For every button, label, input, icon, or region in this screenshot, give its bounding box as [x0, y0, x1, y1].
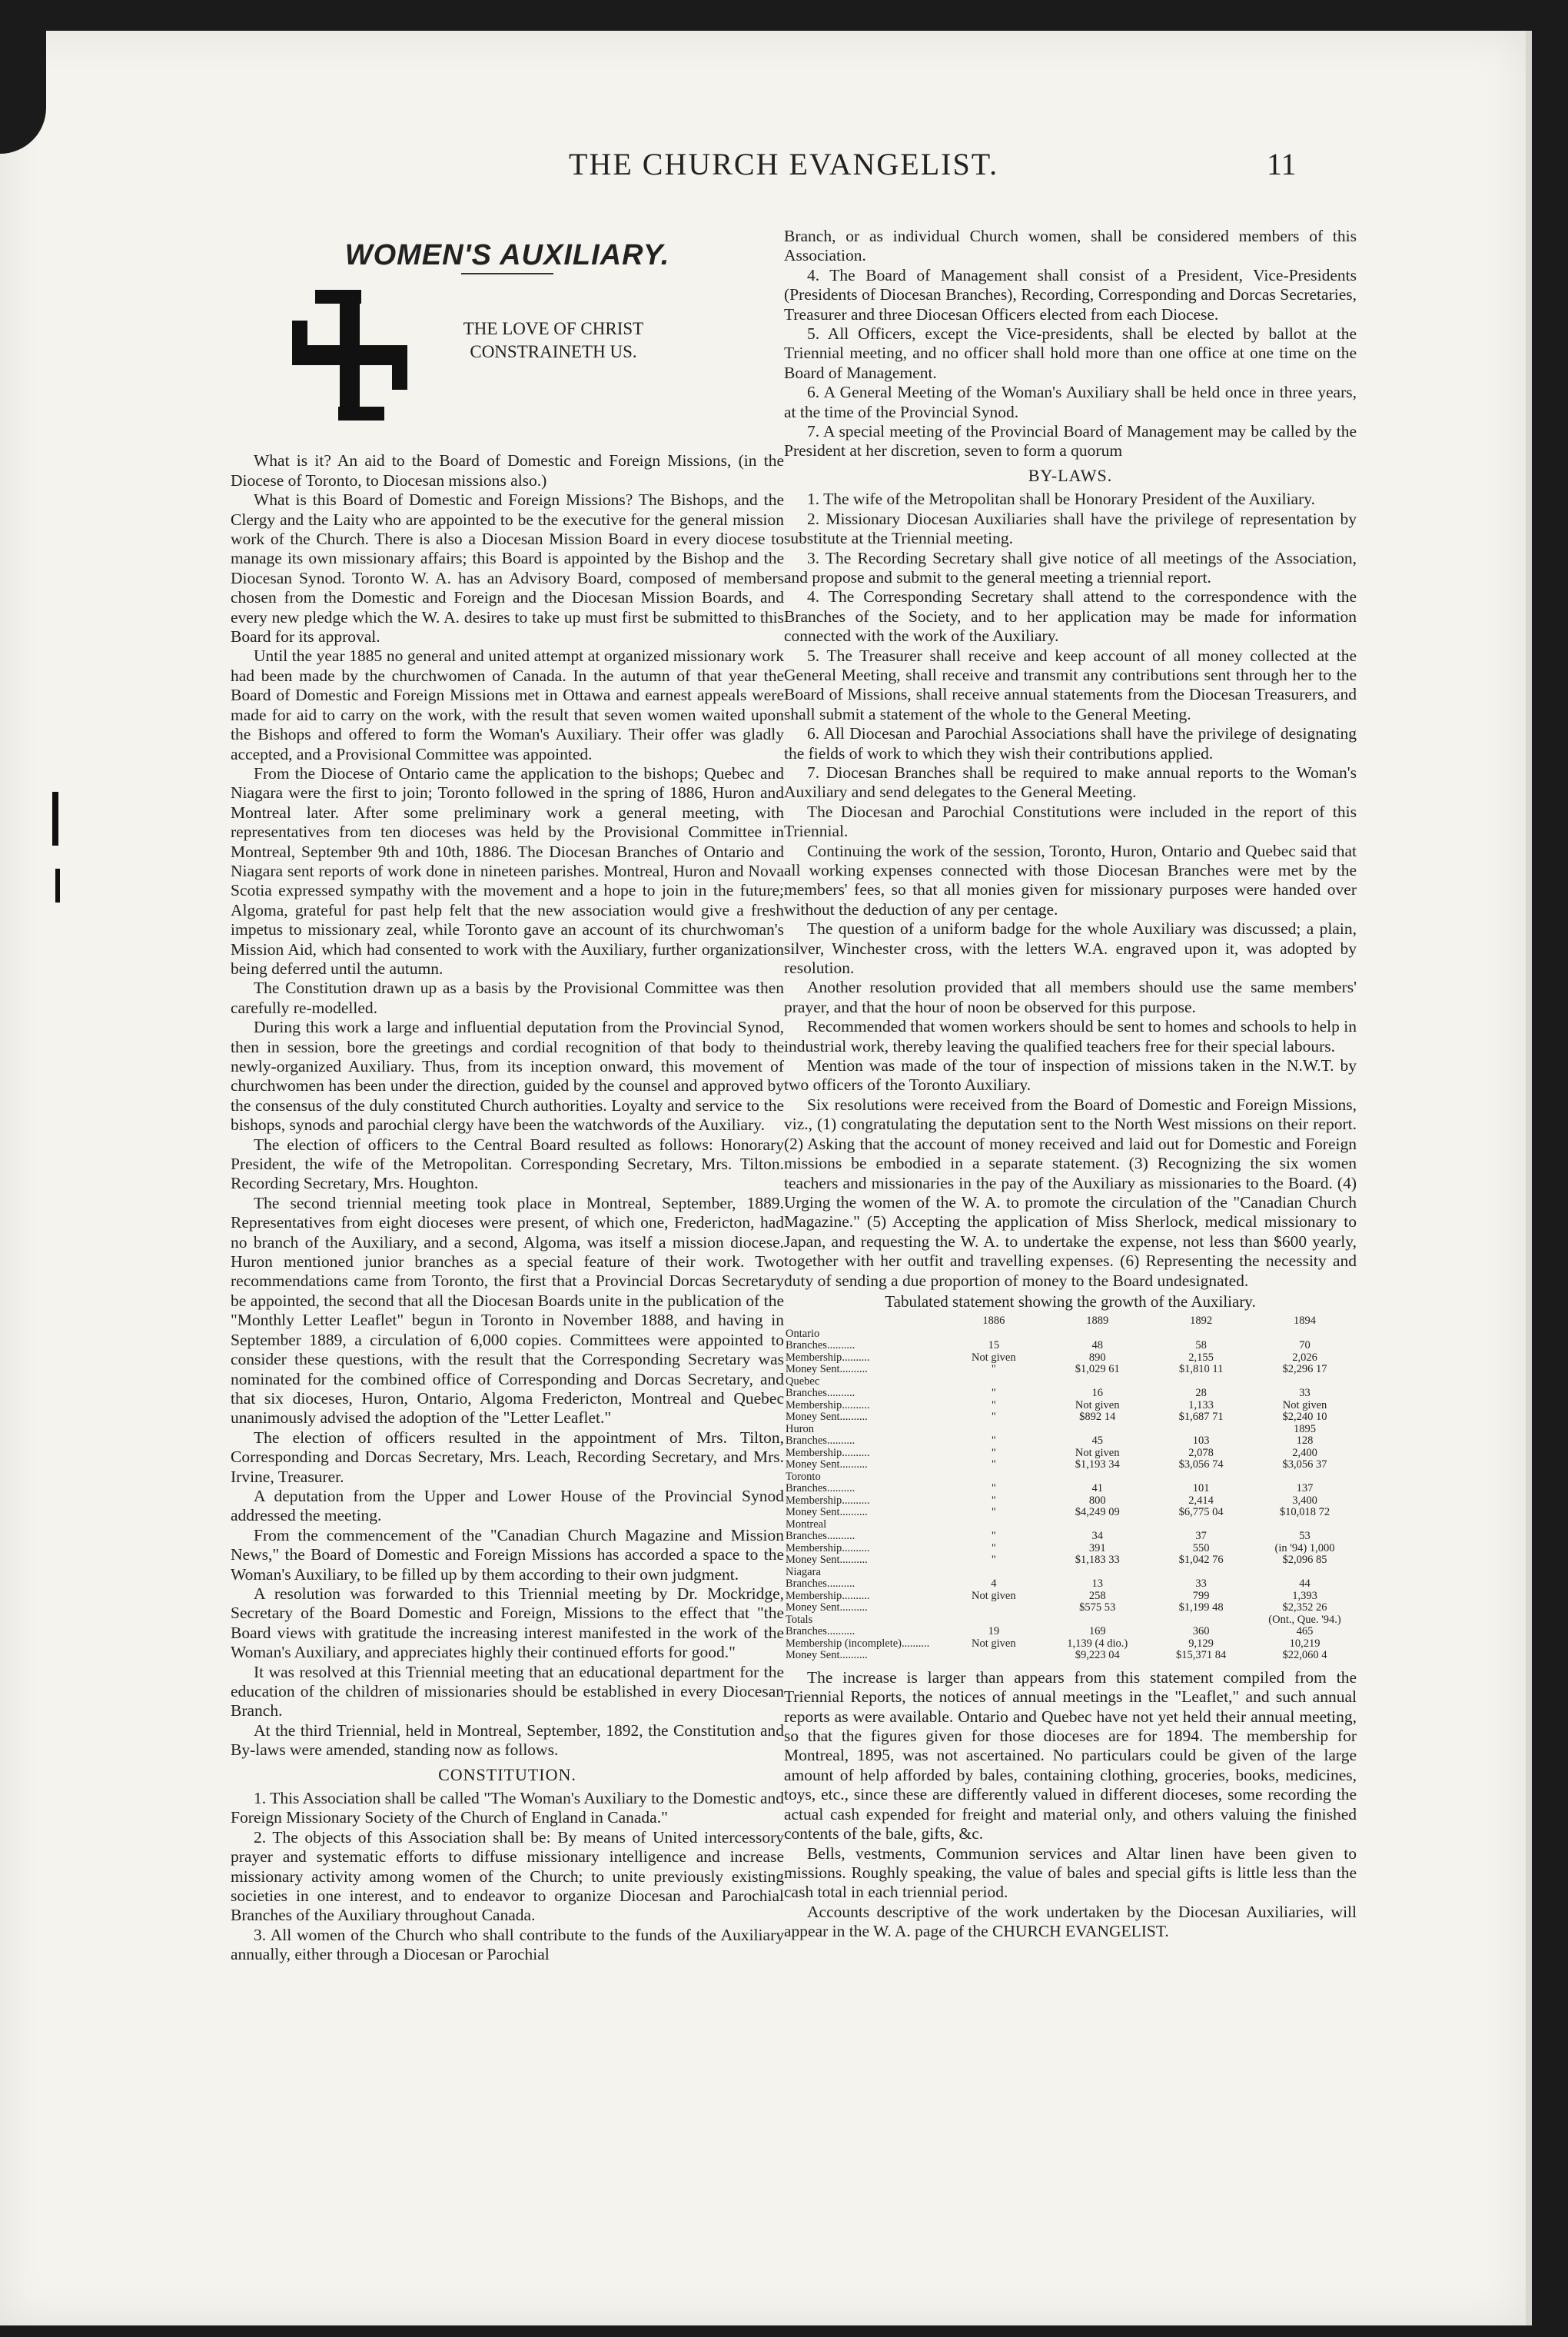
- motto-line: THE LOVE OF CHRIST: [463, 319, 644, 339]
- paragraph: A deputation from the Upper and Lower House of the Provincial Synod addressed the meeting.: [231, 1486, 784, 1525]
- growth-table: [784, 1315, 1357, 1662]
- table-cell: 2,414: [1188, 1494, 1214, 1507]
- table-cell: [942, 1471, 1045, 1484]
- page-number: 11: [1267, 147, 1297, 181]
- table-row: [784, 1626, 1357, 1638]
- table-cell: $1,183 33: [1075, 1554, 1120, 1567]
- table-cell: $10,018 72: [1279, 1506, 1330, 1519]
- row-label: Branches..........: [786, 1434, 855, 1448]
- table-row: [784, 1364, 1357, 1376]
- table-cell: 3,400: [1292, 1494, 1317, 1507]
- row-label: Money Sent..........: [786, 1601, 868, 1614]
- row-label: Money Sent..........: [786, 1649, 868, 1662]
- row-label: Membership..........: [786, 1446, 870, 1459]
- year-header: 1894: [1294, 1315, 1317, 1328]
- page-header: [0, 146, 1526, 192]
- table-group-row: [784, 1376, 1357, 1388]
- year-header: 1892: [1190, 1315, 1213, 1328]
- table-corner-cell: [784, 1315, 942, 1328]
- paragraph: From the Diocese of Ontario came the application to the bishops; Quebec and Niagara were the first to join; Toronto followed in the spring of 1886, Huron and Montreal later. After some preliminary work a general meeting, with representatives from ten dioceses was held by the Provisional Committee in Montreal, September 9th and 10th, 1886. The Diocesan Branches of Ontario and Niagara sent reports of work done in nineteen parishes. Montreal, Huron and Nova Scotia expressed sympathy with the movement and a hope to join in the future; Algoma, grateful for past help felt that the new association would give a fresh impetus to missionary zeal, while Toronto gave an account of its churchwoman's Mission Aid, which had consented to work with the Auxiliary, further organization being deferred until the autumn.: [231, 763, 784, 978]
- bylaw: 6. All Diocesan and Parochial Associations shall have the privilege of designating the fields of work to which they wish their contributions applied.: [784, 724, 1357, 763]
- row-label: Membership..........: [786, 1541, 870, 1554]
- row-label: Membership..........: [786, 1589, 870, 1602]
- table-cell: 360: [1192, 1625, 1210, 1638]
- table-cell: 13: [1091, 1577, 1103, 1591]
- table-header-row: [784, 1315, 1357, 1328]
- paragraph: At the third Triennial, held in Montreal, September, 1892, the Constitution and By-laws were amended, standing now as follows.: [231, 1720, 784, 1760]
- bylaw: 2. Missionary Diocesan Auxiliaries shall have the privilege of representation by substitute at the Triennial meeting.: [784, 509, 1357, 548]
- table-cell: ": [991, 1494, 996, 1507]
- table-cell: ": [991, 1541, 996, 1554]
- table-cell: $1,042 76: [1178, 1554, 1224, 1567]
- article: 6. A General Meeting of the Woman's Auxiliary shall be held once in three years, at the time of the Provincial Synod.: [784, 383, 1357, 421]
- row-label: Branches..........: [786, 1482, 855, 1495]
- paragraph: The increase is larger than appears from this statement compiled from the Triennial Reports, the notices of annual meetings in the "Leaflet," and such annual reports as were available. Ontario and Quebec have not yet held their annual meeting, so that the figures given for those dioceses are for 1894. The membership for Montreal, 1895, was not ascertained. No particulars could be given of the large amount of help afforded by bales, containing clothing, groceries, books, medicines, toys, etc., since these are differently valued in different dioceses, some recording the actual cash expended for freight and material only, and others valuing the finished contents of the bale, gifts, &c.: [784, 1667, 1357, 1843]
- motto: [430, 317, 676, 364]
- table-cell: $2,240 10: [1282, 1411, 1327, 1424]
- table-cell: 15: [988, 1339, 1000, 1352]
- table-cell: $575 53: [1079, 1601, 1116, 1614]
- table-cell: [1045, 1424, 1149, 1436]
- table-cell: 28: [1195, 1387, 1207, 1400]
- page-title: THE CHURCH EVANGELIST.: [569, 147, 999, 181]
- row-label: Branches..........: [786, 1339, 855, 1352]
- table-cell: $1,029 61: [1075, 1363, 1120, 1376]
- table-row: [784, 1459, 1357, 1471]
- table-cell: [1149, 1471, 1253, 1484]
- table-row: [784, 1543, 1357, 1555]
- table-row: [784, 1591, 1357, 1603]
- paragraph: The election of officers to the Central Board resulted as follows: Honorary President, the wife of the Metropolitan. Corresponding Secretary, Mrs. Tilton. Recording Secretary, Mrs. Houghton.: [231, 1135, 784, 1193]
- table-cell: [1045, 1519, 1149, 1531]
- article: 7. A special meeting of the Provincial Board of Management may be called by the President at her discretion, seven to form a quorum: [784, 422, 1357, 460]
- table-group-row: [784, 1424, 1357, 1436]
- table-cell: 19: [988, 1625, 1000, 1638]
- diocese-name: Huron: [786, 1422, 815, 1435]
- table-group-row: [784, 1567, 1357, 1579]
- table-cell: Not given: [1282, 1398, 1327, 1411]
- table-cell: ": [991, 1387, 996, 1400]
- table-cell: 41: [1091, 1482, 1103, 1495]
- table-row: [784, 1435, 1357, 1448]
- bylaw: 1. The wife of the Metropolitan shall be Honorary President of the Auxiliary.: [807, 490, 1315, 509]
- table-cell: 391: [1088, 1541, 1106, 1554]
- table-row: [784, 1411, 1357, 1424]
- motto-line: CONSTRAINETH US.: [470, 342, 637, 362]
- paragraph: The second triennial meeting took place in Montreal, September, 1889. Representatives from eight dioceses were present, of which one, Fredericton, had no branch of the Auxiliary, and a second, Algoma, was itself a mission diocese. Huron mentioned junior branches as a special feature of their work. Two recommendations came from Toronto, the first that a Provincial Dorcas Secretary be appointed, the second that all the Diocesan Boards unite in the publication of the "Monthly Letter Leaflet" begun in Toronto in November 1888, and having in September 1889, a circulation of 6,000 copies. Committees were appointed to consider these questions, with the result that the Corresponding Secretary was nominated for the combined office of Corresponding and Dorcas Secretary, and that six dioceses, Huron, Ontario, Algoma Fredericton, Montreal and Quebec unanimously advised the adoption of the "Letter Leaflet.": [231, 1193, 784, 1428]
- margin-ink-mark: [55, 869, 60, 903]
- table-cell: [1149, 1567, 1253, 1579]
- table-cell: ": [991, 1363, 996, 1376]
- row-label: Money Sent..........: [786, 1506, 868, 1519]
- diocese-name: Toronto: [786, 1470, 821, 1483]
- table-cell: 48: [1091, 1339, 1103, 1352]
- table-cell: [942, 1424, 1045, 1436]
- table-cell: 16: [1091, 1387, 1103, 1400]
- diocese-name: Ontario: [786, 1327, 820, 1340]
- paragraph: Accounts descriptive of the work undertaken by the Diocesan Auxiliaries, will appear in the W. A. page of the CHURCH EVANGELIST.: [784, 1902, 1357, 1941]
- row-label: Membership..........: [786, 1351, 870, 1364]
- table-cell: $2,296 17: [1282, 1363, 1327, 1376]
- maltese-cross-icon: [292, 290, 407, 421]
- table-cell: 37: [1195, 1530, 1207, 1543]
- table-cell: $22,060 4: [1282, 1649, 1327, 1662]
- table-cell: [1149, 1328, 1253, 1341]
- bylaw: 4. The Corresponding Secretary shall attend to the correspondence with the Branches of the Society, and to her application may be made for information connected with the work of the Auxiliary.: [784, 587, 1357, 646]
- left-column: [231, 239, 784, 1965]
- paragraph: The election of officers resulted in the appointment of Mrs. Tilton, Corresponding and Dorcas Secretary, Mrs. Leach, Recording Secretary, and Mrs. Irvine, Treasurer.: [231, 1428, 784, 1486]
- group-note: [1253, 1519, 1357, 1531]
- table-cell: ": [991, 1506, 996, 1519]
- table-cell: 9,129: [1188, 1637, 1214, 1650]
- table-group-row: [784, 1328, 1357, 1341]
- table-cell: [1149, 1424, 1253, 1436]
- table-cell: $4,249 09: [1075, 1506, 1120, 1519]
- table-row: [784, 1483, 1357, 1495]
- table-row: [784, 1650, 1357, 1662]
- table-cell: 2,155: [1188, 1351, 1214, 1364]
- table-group-row: [784, 1519, 1357, 1531]
- table-cell: 2,400: [1292, 1446, 1317, 1459]
- group-note: [1253, 1376, 1357, 1388]
- table-cell: 33: [1195, 1577, 1207, 1591]
- paragraph: Bells, vestments, Communion services and Altar linen have been given to missions. Roughly speaking, the value of bales and special gifts is little less than the cash total in each triennial period.: [784, 1843, 1357, 1902]
- bylaw: 7. Diocesan Branches shall be required to make annual reports to the Woman's Auxiliary and send delegates to the General Meeting.: [784, 763, 1357, 802]
- table-row: [784, 1388, 1357, 1400]
- constitution-heading: CONSTITUTION.: [438, 1764, 576, 1784]
- table-row: [784, 1578, 1357, 1591]
- diocese-name: Montreal: [786, 1518, 827, 1531]
- article: 1. This Association shall be called "The Woman's Auxiliary to the Domestic and Foreign Missionary Society of the Church of England in Canada.": [231, 1789, 784, 1827]
- row-label: Membership..........: [786, 1494, 870, 1507]
- bylaw: 5. The Treasurer shall receive and keep account of all money collected at the General Meeting, shall receive and transmit any contributions sent through her to the Board of Missions, shall receive annual statements from the Diocesan Treasurers, and shall submit a statement of the whole to the General Meeting.: [784, 646, 1357, 723]
- table-title: Tabulated statement showing the growth of the Auxiliary.: [885, 1292, 1256, 1311]
- table-cell: [942, 1650, 1045, 1662]
- table-cell: 44: [1299, 1577, 1311, 1591]
- group-note: 1895: [1294, 1422, 1317, 1435]
- section-title: WOMEN'S AUXILIARY.: [344, 239, 670, 271]
- table-cell: ": [991, 1398, 996, 1411]
- paragraph: Six resolutions were received from the Board of Domestic and Foreign Missions, viz., (1) congratulating the deputation sent to the North West missions on their report. (2) Asking that the account of money received and laid out for Domestic and Foreign missions be embodied in a separate statement. (3) Recognizing the six women teachers and missionaries in the pay of the Auxiliary as missionaries to the Board. (4) Urging the women of the W. A. to promote the circulation of the "Canadian Church Magazine." (5) Accepting the application of Miss Sherlock, medical missionary to Japan, and requesting the W. A. to undertake the expense, not less than $600 yearly, together with her outfit and travelling expenses. (6) Representing the necessity and duty of sending a due proportion of money to the Board undesignated.: [784, 1095, 1357, 1290]
- table-cell: 1,133: [1188, 1398, 1214, 1411]
- table-row: [784, 1531, 1357, 1543]
- table-row: [784, 1340, 1357, 1352]
- table-row: [784, 1400, 1357, 1412]
- title-rule: [461, 273, 553, 274]
- row-label: Membership (incomplete)..........: [786, 1637, 930, 1650]
- group-note: [1253, 1328, 1357, 1341]
- group-note: (Ont., Que. '94.): [1268, 1613, 1341, 1626]
- year-header: 1886: [982, 1315, 1005, 1328]
- paragraph: The Diocesan and Parochial Constitutions were included in the report of this Triennial.: [784, 802, 1357, 841]
- table-cell: [942, 1376, 1045, 1388]
- article: Branch, or as individual Church women, shall be considered members of this Association.: [784, 227, 1357, 265]
- newspaper-page: [0, 31, 1532, 2325]
- table-cell: 258: [1088, 1589, 1106, 1602]
- row-label: Money Sent..........: [786, 1363, 868, 1376]
- table-cell: ": [991, 1458, 996, 1471]
- table-cell: Not given: [972, 1589, 1016, 1602]
- table-cell: [942, 1328, 1045, 1341]
- right-column: [784, 227, 1357, 1942]
- diocese-name: Totals: [786, 1613, 813, 1626]
- paragraph: What is it? An aid to the Board of Domestic and Foreign Missions, (in the Diocese of Toronto, to Diocesan missions also.): [231, 451, 784, 490]
- group-note: [1253, 1567, 1357, 1579]
- table-cell: $3,056 74: [1178, 1458, 1224, 1471]
- table-row: [784, 1352, 1357, 1365]
- table-cell: 1,393: [1292, 1589, 1317, 1602]
- table-cell: $892 14: [1079, 1411, 1116, 1424]
- table-cell: 2,026: [1292, 1351, 1317, 1364]
- bylaws-heading: BY-LAWS.: [1028, 465, 1113, 485]
- table-row: [784, 1602, 1357, 1614]
- table-cell: $15,371 84: [1175, 1649, 1227, 1662]
- row-label: Branches..........: [786, 1577, 855, 1591]
- row-label: Membership..........: [786, 1398, 870, 1411]
- table-cell: $1,687 71: [1178, 1411, 1224, 1424]
- table-cell: $1,193 34: [1075, 1458, 1120, 1471]
- table-cell: 137: [1296, 1482, 1314, 1495]
- table-row: [784, 1448, 1357, 1460]
- row-label: Money Sent..........: [786, 1554, 868, 1567]
- paragraph: Mention was made of the tour of inspection of missions taken in the N.W.T. by two officers of the Toronto Auxiliary.: [784, 1056, 1357, 1095]
- table-cell: [1149, 1376, 1253, 1388]
- table-cell: [1045, 1567, 1149, 1579]
- diocese-name: Quebec: [786, 1375, 820, 1388]
- table-row: [784, 1554, 1357, 1567]
- table-group-row: [784, 1614, 1357, 1627]
- table-row: [784, 1495, 1357, 1508]
- table-cell: 128: [1296, 1434, 1314, 1448]
- table-cell: 34: [1091, 1530, 1103, 1543]
- table-cell: [1045, 1471, 1149, 1484]
- table-cell: ": [991, 1411, 996, 1424]
- row-label: Branches..........: [786, 1625, 855, 1638]
- table-cell: Not given: [972, 1637, 1016, 1650]
- table-cell: $1,810 11: [1178, 1363, 1224, 1376]
- table-cell: 799: [1192, 1589, 1210, 1602]
- table-cell: [1045, 1376, 1149, 1388]
- paragraph: The question of a uniform badge for the whole Auxiliary was discussed; a plain, silver, Winchester cross, with the letters W.A. engraved upon it, was adopted by resolution.: [784, 919, 1357, 978]
- margin-ink-mark: [52, 792, 58, 846]
- table-cell: 890: [1088, 1351, 1106, 1364]
- table-cell: [942, 1567, 1045, 1579]
- article: 3. All women of the Church who shall contribute to the funds of the Auxiliary annually, either through a Diocesan or Parochial: [231, 1925, 784, 1964]
- table-cell: ": [991, 1554, 996, 1567]
- paragraph: Another resolution provided that all members should use the same members' prayer, and that the hour of noon be observed for this purpose.: [784, 978, 1357, 1016]
- paragraph: A resolution was forwarded to this Triennial meeting by Dr. Mockridge, Secretary of the Board Domestic and Foreign, Missions to the effect that "the Board views with gratitude the increasing interest manifested in the work of the Woman's Auxiliary, and appreciates highly their continued efforts for good.": [231, 1584, 784, 1662]
- table-cell: [942, 1602, 1045, 1614]
- table-cell: [942, 1614, 1045, 1627]
- paragraph: During this work a large and influential deputation from the Provincial Synod, then in session, bore the greetings and cordial recognition of that body to the newly-organized Auxiliary. Thus, from its inception onward, this movement of churchwomen has been under the direction, guided by the counsel and approved by the consensus of the duly constituted Church authorities. Loyalty and service to the bishops, synods and parochial clergy have been the watchwords of the Auxiliary.: [231, 1018, 784, 1135]
- table-cell: 4: [991, 1577, 997, 1591]
- table-cell: 45: [1091, 1434, 1103, 1448]
- row-label: Money Sent..........: [786, 1411, 868, 1424]
- table-cell: [1149, 1519, 1253, 1531]
- table-cell: ": [991, 1530, 996, 1543]
- table-cell: 10,219: [1289, 1637, 1321, 1650]
- article: 4. The Board of Management shall consist of a President, Vice-Presidents (Presidents of Diocesan Branches), Recording, Corresponding and Dorcas Secretaries, Treasurer and three Diocesan Officers elected from each Diocese.: [784, 265, 1357, 324]
- table-cell: Not given: [972, 1351, 1016, 1364]
- table-cell: (in '94) 1,000: [1274, 1541, 1335, 1554]
- table-cell: 33: [1299, 1387, 1311, 1400]
- article: 2. The objects of this Association shall be: By means of United intercessory prayer and systematic efforts to diffuse missionary intelligence and increase missionary activity among women of the Church; to unite previously existing societies in one interest, and to endeavor to organize Diocesan and Parochial Branches of the Auxiliary throughout Canada.: [231, 1827, 784, 1925]
- year-header: 1889: [1086, 1315, 1109, 1328]
- table-cell: 169: [1088, 1625, 1106, 1638]
- table-cell: [942, 1519, 1045, 1531]
- table-cell: 1,139 (4 dio.): [1067, 1637, 1128, 1650]
- table-row: [784, 1507, 1357, 1519]
- paragraph: It was resolved at this Triennial meeting that an educational department for the education of the children of missionaries should be established in every Diocesan Branch.: [231, 1662, 784, 1720]
- table-cell: Not given: [1075, 1446, 1120, 1459]
- group-note: [1253, 1471, 1357, 1484]
- table-cell: $2,352 26: [1282, 1601, 1327, 1614]
- table-cell: 58: [1195, 1339, 1207, 1352]
- table-cell: $1,199 48: [1178, 1601, 1224, 1614]
- table-row: [784, 1638, 1357, 1651]
- table-cell: 101: [1192, 1482, 1210, 1495]
- table-cell: 53: [1299, 1530, 1311, 1543]
- table-cell: 550: [1192, 1541, 1210, 1554]
- row-label: Branches..........: [786, 1530, 855, 1543]
- row-label: Money Sent..........: [786, 1458, 868, 1471]
- paragraph: What is this Board of Domestic and Foreign Missions? The Bishops, and the Clergy and the Laity who are appointed to be the executive for the general mission work of the Church. There is also a Diocesan Mission Board in every diocese to manage its own missionary affairs; this Board is appointed by the Bishop and the Diocesan Synod. Toronto W. A. has an Advisory Board, composed of members chosen from the Domestic and Foreign and the Diocesan Mission Boards, and every new pledge which the W. A. desires to take up must first be submitted to this Board for its approval.: [231, 490, 784, 647]
- bylaw: 3. The Recording Secretary shall give notice of all meetings of the Association, and propose and submit to the general meeting a triennial report.: [784, 548, 1357, 587]
- diocese-name: Niagara: [786, 1565, 821, 1578]
- table-cell: 103: [1192, 1434, 1210, 1448]
- article: 5. All Officers, except the Vice-presidents, shall be elected by ballot at the Triennial meeting, and no officer shall hold more than one office at one time on the Board of Management.: [784, 324, 1357, 382]
- table-cell: [1149, 1614, 1253, 1627]
- row-label: Branches..........: [786, 1387, 855, 1400]
- table-cell: $6,775 04: [1178, 1506, 1224, 1519]
- table-group-row: [784, 1471, 1357, 1484]
- emblem-block: [231, 290, 784, 436]
- paragraph: From the commencement of the "Canadian Church Magazine and Mission News," the Board of Domestic and Foreign Missions has accorded a space to the Woman's Auxiliary, to be filled up by them according to their own judgment.: [231, 1525, 784, 1584]
- table-cell: [1045, 1614, 1149, 1627]
- table-cell: $9,223 04: [1075, 1649, 1120, 1662]
- table-cell: Not given: [1075, 1398, 1120, 1411]
- paragraph: Continuing the work of the session, Toronto, Huron, Ontario and Quebec said that all working expenses connected with those Diocesan Branches were met by the members' fees, so that all monies given for missionary purposes were handed over without the deduction of any per centage.: [784, 841, 1357, 919]
- table-cell: 70: [1299, 1339, 1311, 1352]
- table-cell: ": [991, 1434, 996, 1448]
- table-cell: 2,078: [1188, 1446, 1214, 1459]
- paragraph: Until the year 1885 no general and united attempt at organized missionary work had been made by the churchwomen of Canada. In the autumn of that year the Board of Domestic and Foreign Missions met in Ottawa and earnest appeals were made for aid to carry on the work, with the result that seven women waited upon the Bishops and offered to form the Woman's Auxiliary. Their offer was gladly accepted, and a Provisional Committee was appointed.: [231, 647, 784, 763]
- paragraph: Recommended that women workers should be sent to homes and schools to help in industrial work, thereby leaving the qualified teachers free for their special labours.: [784, 1017, 1357, 1055]
- table-cell: ": [991, 1446, 996, 1459]
- table-cell: $3,056 37: [1282, 1458, 1327, 1471]
- table-cell: [1045, 1328, 1149, 1341]
- table-cell: ": [991, 1482, 996, 1495]
- paragraph: The Constitution drawn up as a basis by the Provisional Committee was then carefully re-modelled.: [231, 979, 784, 1017]
- table-cell: 800: [1088, 1494, 1106, 1507]
- scan-corner-shadow: [0, 31, 46, 154]
- table-cell: 465: [1296, 1625, 1314, 1638]
- table-cell: $2,096 85: [1282, 1554, 1327, 1567]
